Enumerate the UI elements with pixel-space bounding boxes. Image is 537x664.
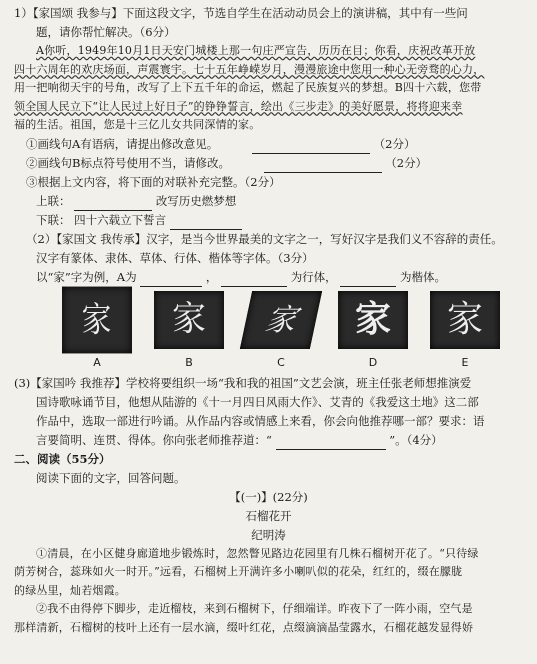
answer-blank[interactable] bbox=[221, 273, 287, 287]
section-title: 二、阅读（55分） bbox=[14, 451, 111, 466]
calligraphy-image: 家 bbox=[154, 291, 224, 349]
subquestion-2 bbox=[14, 154, 523, 173]
essay-line: ①清晨，在小区健身廊道地步锻炼时，忽然瞥见路边花园里有几株石榴树开花了。“只待绿 bbox=[36, 546, 479, 560]
passage-line: 福的生活。祖国，您是十三亿儿女共同深情的家。 bbox=[14, 118, 261, 131]
q1-stem-line1: 1）【家国颂 我参与】下面这段文字，节选自学生在活动动员会上的演讲稿，其中有一些问 bbox=[14, 6, 468, 20]
q2-fill-line bbox=[14, 268, 523, 287]
essay-line: 那样清新，石榴树的枝叶上还有一层水滴，缀叶红花，点缀滴滴晶莹露水，石榴花越发显得娇 bbox=[14, 620, 474, 634]
subquestion-1 bbox=[14, 135, 523, 154]
q3-stem-line3: 作品中，选取一部进行吟诵。从作品内容或情感上来看，你会向他推荐哪一部？要求：语 bbox=[36, 413, 485, 428]
q3-stem-line2: 国诗歌咏诵节目，他想从陆游的《十一月四日风雨大作》、艾青的《我爱这土地》这二部 bbox=[36, 394, 479, 409]
calligraphy-label: C bbox=[277, 355, 285, 369]
section-instruction: 阅读下面的文字，回答问题。 bbox=[36, 470, 186, 485]
calligraphy-label: A bbox=[93, 355, 101, 369]
q2-fill-text: 以“家”字为例，A为 bbox=[36, 269, 137, 284]
q2-stem-line1: （2）【家国文 我传承】汉字，是当今世界最美的文字之一，写好汉字是我们义不容辞的责任。 bbox=[26, 231, 503, 246]
couplet-upper-text: 改写历史燃梦想 bbox=[155, 193, 237, 208]
couplet-upper bbox=[14, 192, 523, 211]
answer-blank[interactable] bbox=[140, 273, 202, 287]
q2-fill-text: ， bbox=[205, 269, 218, 284]
subquestion-1-score: （2分） bbox=[373, 136, 416, 151]
answer-blank[interactable] bbox=[264, 159, 382, 173]
calligraphy-label: D bbox=[368, 355, 378, 369]
passage-line: 领全国人民立下“让人民过上好日子”的铮铮誓言，绘出《三步走》的美好愿景，将将迎来幸 bbox=[14, 99, 463, 113]
essay-body bbox=[14, 545, 523, 638]
calligraphy-item-b bbox=[154, 291, 224, 372]
q3-stem-line1: (3)【家国吟 我推荐】学校将要组织一场“我和我的祖国”文艺会演，班主任张老师想推演爱 bbox=[14, 375, 472, 390]
calligraphy-label: E bbox=[461, 355, 469, 369]
q3-answer-text: 言要简明、连贯、得体。你向张老师推荐道：“ bbox=[36, 432, 272, 447]
passage-line: 用一把响彻天宇的号角，改写了上下五千年的命运，燃起了民族复兴的梦想。B四十六载，您带 bbox=[14, 81, 482, 94]
calligraphy-label: B bbox=[185, 355, 193, 369]
calligraphy-item-a bbox=[62, 291, 132, 372]
calligraphy-image: 家 bbox=[338, 291, 408, 349]
couplet-upper-label: 上联： bbox=[36, 193, 71, 208]
answer-blank[interactable] bbox=[252, 140, 370, 154]
couplet-lower bbox=[14, 211, 523, 230]
passage-line: A你听，1949年10月1日天安门城楼上那一句庄严宣告，历历在目；你看，庆祝改革开放 bbox=[36, 44, 476, 57]
subquestion-2-text: ②画线句B标点符号使用不当，请修改。 bbox=[26, 155, 230, 170]
answer-blank[interactable] bbox=[170, 216, 242, 230]
essay-line: ②我不由得停下脚步，走近榴枝，来到石榴树下，仔细端详。昨夜下了一阵小雨，空气是 bbox=[36, 602, 473, 615]
q2-fill-text: 为楷体。 bbox=[400, 269, 446, 284]
q3-answer-text: ”。（4分） bbox=[389, 432, 443, 447]
couplet-lower-label: 下联： bbox=[36, 212, 71, 227]
calligraphy-item-d bbox=[338, 291, 408, 372]
answer-blank[interactable] bbox=[340, 273, 396, 287]
subquestion-1-text: ①画线句A有语病，请提出修改意见。 bbox=[26, 136, 219, 151]
calligraphy-image: 家 bbox=[240, 291, 322, 349]
subquestion-3: ③根据上文内容，将下面的对联补充完整。（2分） bbox=[26, 174, 281, 189]
calligraphy-image: 家 bbox=[62, 286, 132, 353]
q2-fill-text: 为行体， bbox=[290, 269, 337, 284]
essay-title: 石榴花开 bbox=[245, 508, 292, 523]
q2-stem-line2: 汉字有篆体、隶体、草体、行体、楷体等字体。（3分） bbox=[36, 250, 314, 265]
passage-line: 四十六周年的欢庆场面，声震寰宇。七十五年峥嵘岁月，漫漫旅途中您用一种心无旁骛的心力， bbox=[14, 62, 485, 76]
answer-blank[interactable] bbox=[74, 197, 152, 211]
essay-line: 的绿丛里，灿若烟霞。 bbox=[14, 583, 126, 597]
part-heading: 【(一)】(22分) bbox=[229, 489, 308, 504]
q3-answer-line bbox=[14, 431, 523, 450]
subquestion-2-score: （2分） bbox=[385, 155, 428, 170]
calligraphy-item-e bbox=[430, 291, 500, 372]
answer-blank[interactable] bbox=[276, 436, 386, 450]
calligraphy-images bbox=[62, 291, 523, 372]
calligraphy-item-c bbox=[246, 291, 316, 372]
q1-stem-line2: 题，请你帮忙解决。（6分） bbox=[36, 25, 176, 39]
q1-passage bbox=[14, 42, 523, 135]
calligraphy-image: 家 bbox=[430, 291, 500, 349]
essay-line: 荫芳树合，蕊珠如火一时开。”远看，石榴树上开满许多小喇叭似的花朵，红红的，缀在朦胧 bbox=[14, 565, 463, 578]
couplet-lower-text: 四十六载立下誓言 bbox=[74, 212, 167, 227]
essay-author: 纪明涛 bbox=[251, 527, 286, 542]
